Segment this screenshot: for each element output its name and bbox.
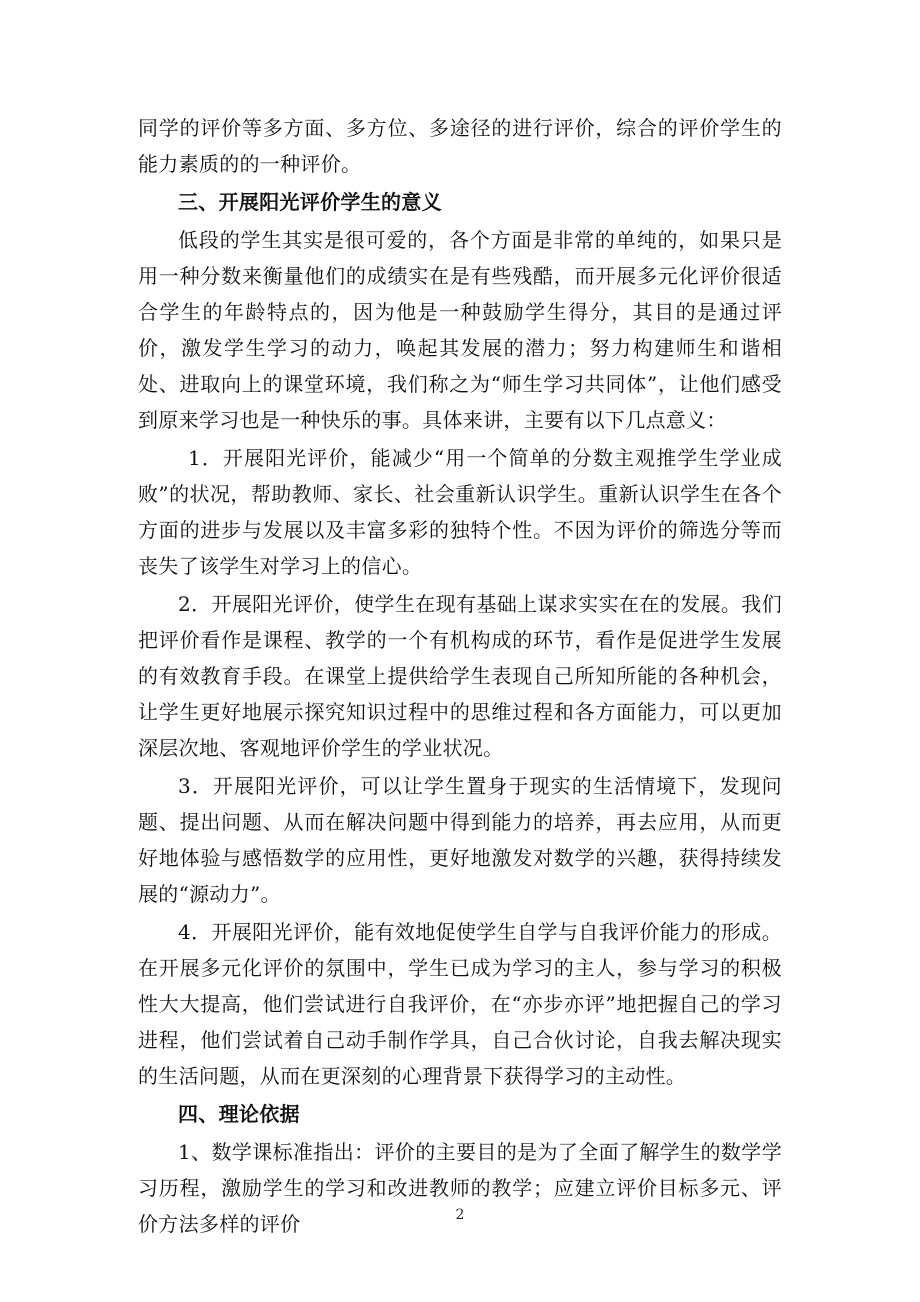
paragraph-point-3: 3．开展阳光评价，可以让学生置身于现实的生活情境下，发现问题、提出问题、从而在解决问题中得到能力的培养，再去应用，从而更好地体验与感悟数学的应用性，更好地激发对数学的兴趣，获得持续发展的“源动力”。 <box>138 774 782 906</box>
paragraph-significance-intro: 低段的学生其实是很可爱的，各个方面是非常的单纯的，如果只是用一种分数来衡量他们的成绩实在是有些残酷，而开展多元化评价很适合学生的年龄特点的，因为他是一种鼓励学生得分，其目的是通过评价，激发学生学习的动力，唤起其发展的潜力；努力构建师生和谐相处、进取向上的课堂环境，我们称之为“师生学习共同体”，让他们感受到原来学习也是一种快乐的事。具体来讲，主要有以下几点意义： <box>138 228 782 432</box>
paragraph-point-2: 2．开展阳光评价，使学生在现有基础上谋求实实在在的发展。我们把评价看作是课程、教学的一个有机构成的环节，看作是促进学生发展的有效教育手段。在课堂上提供给学生表现自己所知所能的各种机会，让学生更好地展示探究知识过程中的思维过程和各方面能力，可以更加深层次地、客观地评价学生的学业状况。 <box>138 592 782 760</box>
paragraph-theory-1: 1、数学课标准指出：评价的主要目的是为了全面了解学生的数学学习历程，激励学生的学习和改进教师的教学；应建立评价目标多元、评价方法多样的评价 <box>138 1140 782 1236</box>
page-number: 2 <box>455 1207 465 1223</box>
paragraph-point-1: 1．开展阳光评价，能减少“用一个简单的分数主观推学生学业成败”的状况，帮助教师、家长、社会重新认识学生。重新认识学生在各个方面的进步与发展以及丰富多彩的独特个性。不因为评价的筛选分等而丧失了该学生对学习上的信心。 <box>138 446 782 578</box>
section-heading-theory: 四、理论依据 <box>178 1102 300 1126</box>
document-body <box>138 110 782 1242</box>
section-heading-significance: 三、开展阳光评价学生的意义 <box>178 190 442 214</box>
paragraph-point-4: 4．开展阳光评价，能有效地促使学生自学与自我评价能力的形成。在开展多元化评价的氛围中，学生已成为学习的主人，参与学习的积极性大大提高，他们尝试进行自我评价，在“亦步亦评”地把握自己的学习进程，他们尝试着自己动手制作学具，自己合伙讨论，自我去解决现实的生活问题，从而在更深刻的心理背景下获得学习的主动性。 <box>138 920 782 1088</box>
paragraph-continuation: 同学的评价等多方面、多方位、多途径的进行评价，综合的评价学生的能力素质的的一种评价。 <box>138 116 782 176</box>
